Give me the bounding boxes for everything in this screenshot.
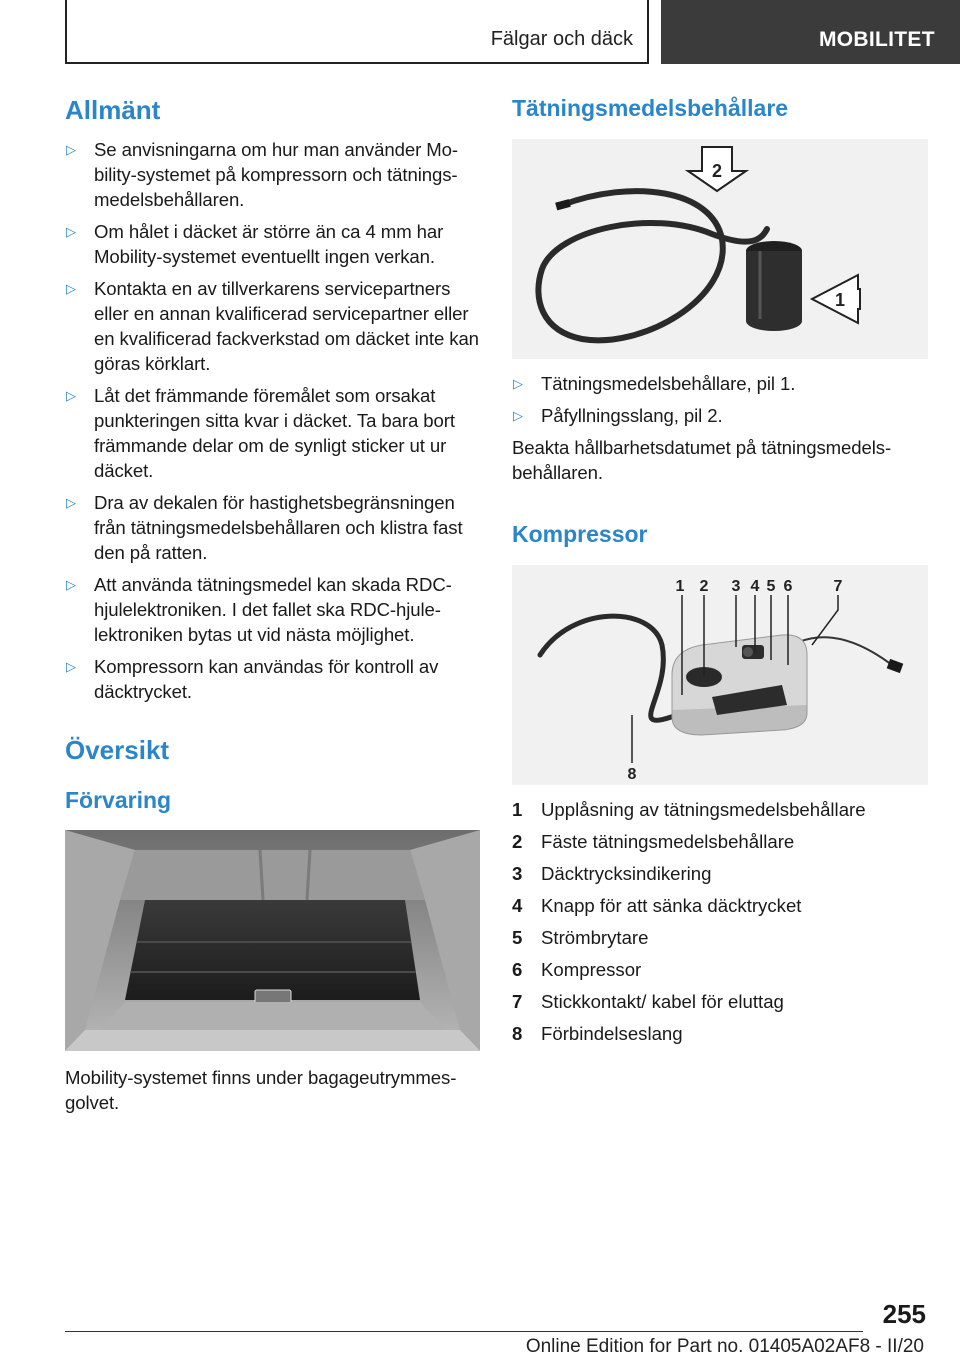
heading-container: Tätningsmedelsbehållare	[512, 95, 789, 121]
list-item: ▷ Låt det främmande föremålet som orsakat punkteringen sitta kvar i däcket. Ta bara bort främmande delar om de synligt sticker ut ur däcket.	[66, 384, 455, 481]
list-item: ▷ Kompressorn kan användas för kontroll av däcktrycket.	[66, 655, 439, 702]
footer-divider	[65, 1331, 863, 1332]
container-list	[512, 371, 928, 428]
footer-edition: Online Edition for Part no. 01405A02AF8 - II/20	[525, 1336, 924, 1357]
compressor-illustration	[512, 565, 928, 785]
arrow-label-1: 1	[834, 290, 846, 311]
list-item: ▷ Kontakta en av tillverkarens servicepartners eller en annan kvalificerad servicepartner eller en kvalificerad fackverkstad om däcket inte kan göras körklart.	[66, 277, 479, 374]
right-column	[512, 96, 928, 1053]
callout-5: 5	[766, 577, 776, 595]
heading-kompressor: Kompressor	[512, 521, 648, 548]
legend-item: 4 Knapp för att sänka däcktrycket	[512, 894, 802, 916]
bullet-triangle-icon: ▷	[66, 387, 76, 403]
callout-3: 3	[731, 577, 741, 595]
list-item: ▷ Tätningsmedelsbehållare, pil 1.	[513, 373, 796, 395]
callout-2: 2	[699, 577, 709, 595]
legend-item: 8 Förbindelseslang	[512, 1022, 683, 1044]
heading-allmant: Allmänt	[65, 95, 161, 125]
bullet-triangle-icon: ▷	[66, 658, 76, 674]
header-section-title: Fälgar och däck	[490, 28, 633, 50]
allmant-list	[65, 137, 480, 704]
list-item: ▷ Dra av dekalen för hastighetsbegränsningen från tätningsmedelsbehållaren och klistra fast den på ratten.	[66, 491, 463, 563]
bullet-triangle-icon: ▷	[513, 376, 523, 392]
callout-1: 1	[675, 577, 685, 595]
trunk-illustration	[65, 830, 480, 1051]
bullet-triangle-icon: ▷	[66, 280, 76, 296]
sealant-container-illustration	[512, 139, 928, 359]
bullet-triangle-icon: ▷	[66, 141, 76, 157]
callout-8: 8	[627, 765, 637, 783]
sealant-container-image	[512, 139, 928, 359]
callout-7: 7	[833, 577, 843, 595]
header-chapter-tab	[661, 0, 960, 64]
page-number: 255	[882, 1299, 926, 1329]
header-chapter-title: MOBILITET	[819, 28, 935, 51]
forvaring-text: Mobility-systemet finns under bagageutrymmes‐golvet.	[65, 1067, 457, 1114]
heading-oversikt: Översikt	[65, 734, 170, 765]
bullet-triangle-icon: ▷	[66, 576, 76, 592]
legend-item: 1 Upplåsning av tätningsmedelsbehållare	[512, 798, 866, 820]
legend-item: 3 Däcktrycksindikering	[512, 862, 712, 884]
list-item: ▷ Om hålet i däcket är större än ca 4 mm har Mobility-systemet eventuellt ingen verkan.	[66, 220, 444, 267]
header-section-frame	[65, 0, 649, 64]
legend-item: 7 Stickkontakt/ kabel för eluttag	[512, 990, 784, 1012]
arrow-label-2: 2	[711, 161, 723, 182]
heading-forvaring: Förvaring	[65, 787, 172, 814]
callout-4: 4	[750, 577, 760, 595]
legend-item: 2 Fäste tätningsmedelsbehållare	[512, 830, 795, 852]
bullet-triangle-icon: ▷	[66, 494, 76, 510]
legend-item: 6 Kompressor	[512, 958, 642, 980]
list-item: ▷ Att använda tätningsmedel kan skada RDC-hjulelektroniken. I det fallet ska RDC-hjule‐lektroniken bytas ut vid nästa möjlighet.	[66, 573, 452, 645]
bullet-triangle-icon: ▷	[513, 408, 523, 424]
left-column	[65, 96, 480, 1115]
legend-item: 5 Strömbrytare	[512, 926, 649, 948]
compressor-legend	[512, 797, 928, 1046]
compressor-image	[512, 565, 928, 785]
container-note: Beakta hållbarhetsdatumet på tätningsmedels‐behållaren.	[512, 437, 892, 484]
callout-6: 6	[783, 577, 793, 595]
trunk-image	[65, 830, 480, 1051]
bullet-triangle-icon: ▷	[66, 223, 76, 239]
list-item: ▷ Påfyllningsslang, pil 2.	[513, 405, 723, 427]
list-item: ▷ Se anvisningarna om hur man använder Mo‐bility-systemet på kompressorn och tätnings‐medelsbehållaren.	[66, 138, 458, 210]
